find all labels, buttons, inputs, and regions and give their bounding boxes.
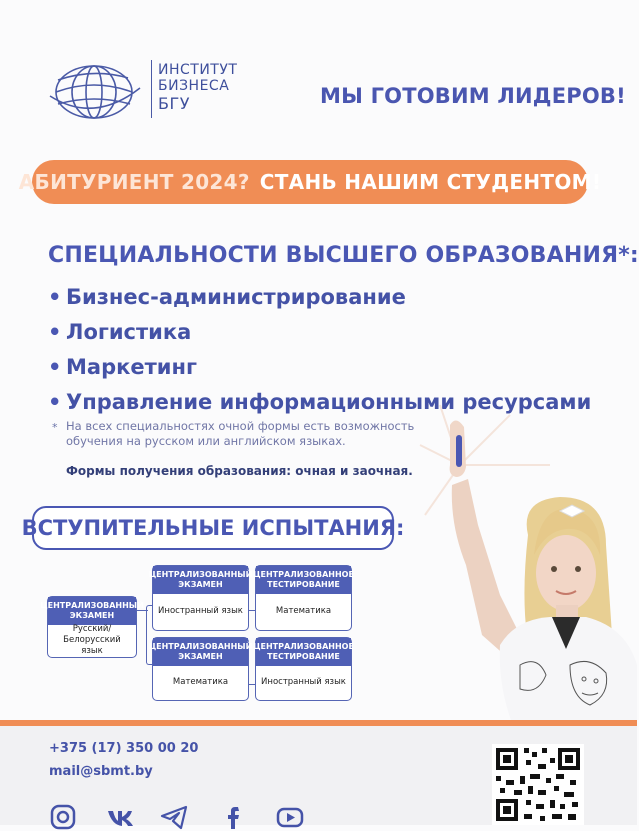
specialty-label: Управление информационными ресурсами	[66, 389, 592, 414]
student-photo	[420, 405, 637, 723]
banner-question: АБИТУРИЕНТ 2024?	[18, 170, 250, 194]
exam-box-foreign-language-test	[255, 637, 352, 701]
telegram-icon[interactable]	[160, 803, 188, 831]
exam-type: ЦЕНТРАЛИЗОВАННОЕ ТЕСТИРОВАНИЕ	[256, 566, 351, 594]
institute-logo-globe	[48, 58, 144, 126]
specialties-title: СПЕЦИАЛЬНОСТИ ВЫСШЕГО ОБРАЗОВАНИЯ*:	[48, 243, 639, 268]
footnote-marker: *	[52, 421, 58, 434]
specialty-item	[48, 279, 591, 314]
entrance-exams-title: ВСТУПИТЕЛЬНЫЕ ИСПЫТАНИЯ:	[32, 506, 394, 550]
exam-subject: Иностранный язык	[158, 606, 243, 616]
logo-divider	[151, 60, 152, 118]
exam-type: ЦЕНТРАЛИЗОВАННЫЙ ЭКЗАМЕН	[48, 597, 136, 625]
bullet: •	[48, 389, 62, 414]
logo-line-2: БИЗНЕСА	[158, 78, 230, 94]
specialty-item	[48, 314, 591, 349]
instagram-icon[interactable]	[49, 803, 77, 831]
exam-subject: Русский/ Белорусский язык	[63, 624, 121, 656]
connector-line	[248, 610, 255, 611]
institute-logo-text	[158, 62, 237, 114]
exam-type: ЦЕНТРАЛИЗОВАННЫЙ ЭКЗАМЕН	[153, 566, 248, 594]
youtube-icon[interactable]	[276, 803, 304, 831]
qr-code[interactable]	[492, 744, 584, 825]
exam-box-foreign-language-exam	[148, 565, 253, 631]
logo-line-1: ИНСТИТУТ	[158, 62, 238, 78]
study-forms: Формы получения образования: очная и заочная.	[66, 464, 413, 478]
email-link[interactable]: mail@sbmt.by	[49, 764, 153, 779]
specialty-label: Логистика	[66, 319, 192, 344]
specialty-item	[48, 349, 591, 384]
bullet: •	[48, 284, 62, 309]
exam-box-math-test	[255, 565, 352, 631]
logo-line-3: БГУ	[158, 94, 190, 113]
exam-subject: Иностранный язык	[261, 677, 346, 687]
slogan: МЫ ГОТОВИМ ЛИДЕРОВ!	[320, 84, 626, 108]
exam-subject: Математика	[275, 606, 332, 616]
bullet: •	[48, 319, 62, 344]
vk-icon[interactable]	[106, 803, 134, 831]
bullet: •	[48, 354, 62, 379]
phone-number[interactable]: +375 (17) 350 00 20	[49, 741, 199, 756]
specialties-list	[48, 279, 591, 419]
exam-type: ЦЕНТРАЛИЗОВАННОЕ ТЕСТИРОВАНИЕ	[256, 638, 351, 666]
connector-line	[248, 684, 255, 685]
specialty-label: Маркетинг	[66, 354, 197, 379]
exam-type: ЦЕНТРАЛИЗОВАННЫЙ ЭКЗАМЕН	[153, 638, 248, 666]
applicant-banner	[18, 160, 602, 204]
exam-subject: Математика	[172, 677, 229, 687]
banner-call-to-action: СТАНЬ НАШИМ СТУДЕНТОМ!	[259, 170, 602, 194]
specialty-label: Бизнес-администрирование	[66, 284, 406, 309]
language-footnote: На всех специальностях очной формы есть возможность обучения на русском или английском языках.	[66, 419, 415, 448]
facebook-icon[interactable]	[221, 803, 249, 831]
exam-box-russian-belarusian	[40, 596, 144, 658]
exam-box-math-exam	[148, 637, 253, 701]
